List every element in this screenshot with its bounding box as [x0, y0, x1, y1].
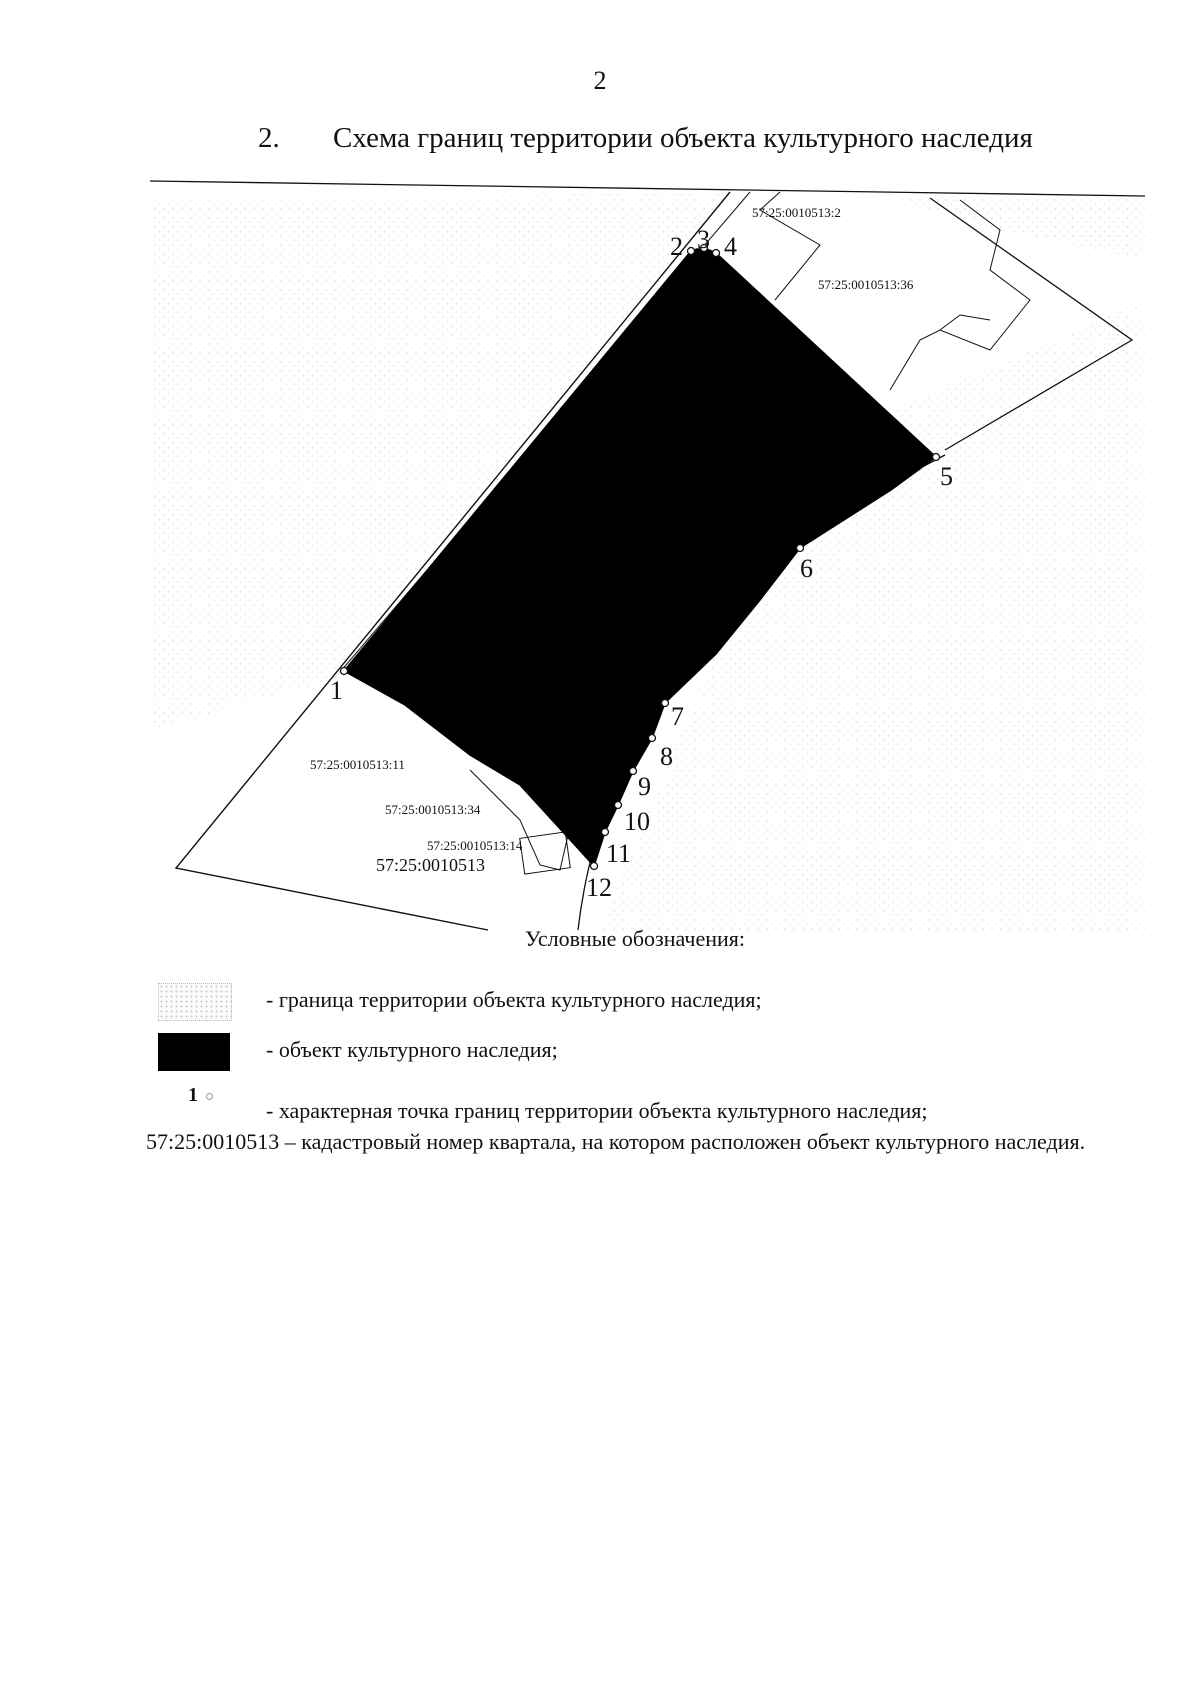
parcel-label-11: 57:25:0010513:11 — [310, 757, 405, 772]
point-label-12: 12 — [586, 873, 612, 902]
point-label-3: 3 — [697, 225, 710, 254]
point-label-11: 11 — [606, 839, 632, 868]
point-label-6: 6 — [800, 554, 813, 583]
point-sample-label: 1 — [188, 1084, 198, 1106]
point-label-4: 4 — [724, 232, 737, 261]
parcel-14-outline — [520, 832, 571, 874]
heritage-object-swatch — [158, 1033, 230, 1071]
page-number: 2 — [593, 66, 607, 95]
point-marker-7 — [662, 700, 669, 707]
point-sample — [188, 1084, 213, 1107]
point-sample-dot-icon — [206, 1093, 213, 1100]
legend-text-point: - характерная точка границ территории объекта культурного наследия; — [266, 1098, 928, 1123]
point-label-7: 7 — [671, 702, 684, 731]
parcel-36-small — [940, 315, 990, 330]
point-marker-12 — [591, 863, 598, 870]
point-marker-4 — [713, 250, 720, 257]
point-marker-8 — [649, 735, 656, 742]
point-marker-6 — [797, 545, 804, 552]
legend-text-object: - объект культурного наследия; — [266, 1037, 558, 1062]
legend-title: Условные обозначения: — [524, 926, 746, 951]
point-label-5: 5 — [940, 462, 953, 491]
point-marker-2 — [688, 248, 695, 255]
point-marker-1 — [341, 668, 348, 675]
legend-quarter-note: 57:25:0010513 – кадастровый номер квартала, на котором расположен объект культурного наследия. — [146, 1129, 1086, 1154]
parcel-label-2: 57:25:0010513:2 — [752, 205, 841, 220]
territory-boundary-swatch — [158, 983, 232, 1021]
territory-stipple-top — [880, 195, 1145, 260]
point-marker-10 — [615, 802, 622, 809]
point-label-10: 10 — [624, 807, 650, 836]
point-label-9: 9 — [638, 772, 651, 801]
heading-title: Схема границ территории объекта культурного наследия — [333, 122, 1033, 154]
point-marker-11 — [602, 829, 609, 836]
heading-number: 2. — [258, 122, 280, 154]
parcel-label-34: 57:25:0010513:34 — [385, 802, 481, 817]
point-marker-5 — [933, 454, 940, 461]
point-marker-9 — [630, 768, 637, 775]
parcel-label-36: 57:25:0010513:36 — [818, 277, 914, 292]
quarter-label: 57:25:0010513 — [376, 855, 486, 875]
point-label-8: 8 — [660, 742, 673, 771]
legend-text-boundary: - граница территории объекта культурного наследия; — [266, 987, 762, 1012]
point-label-2: 2 — [670, 232, 683, 261]
point-label-1: 1 — [330, 676, 343, 705]
parcel-label-14: 57:25:0010513:14 — [427, 838, 523, 853]
